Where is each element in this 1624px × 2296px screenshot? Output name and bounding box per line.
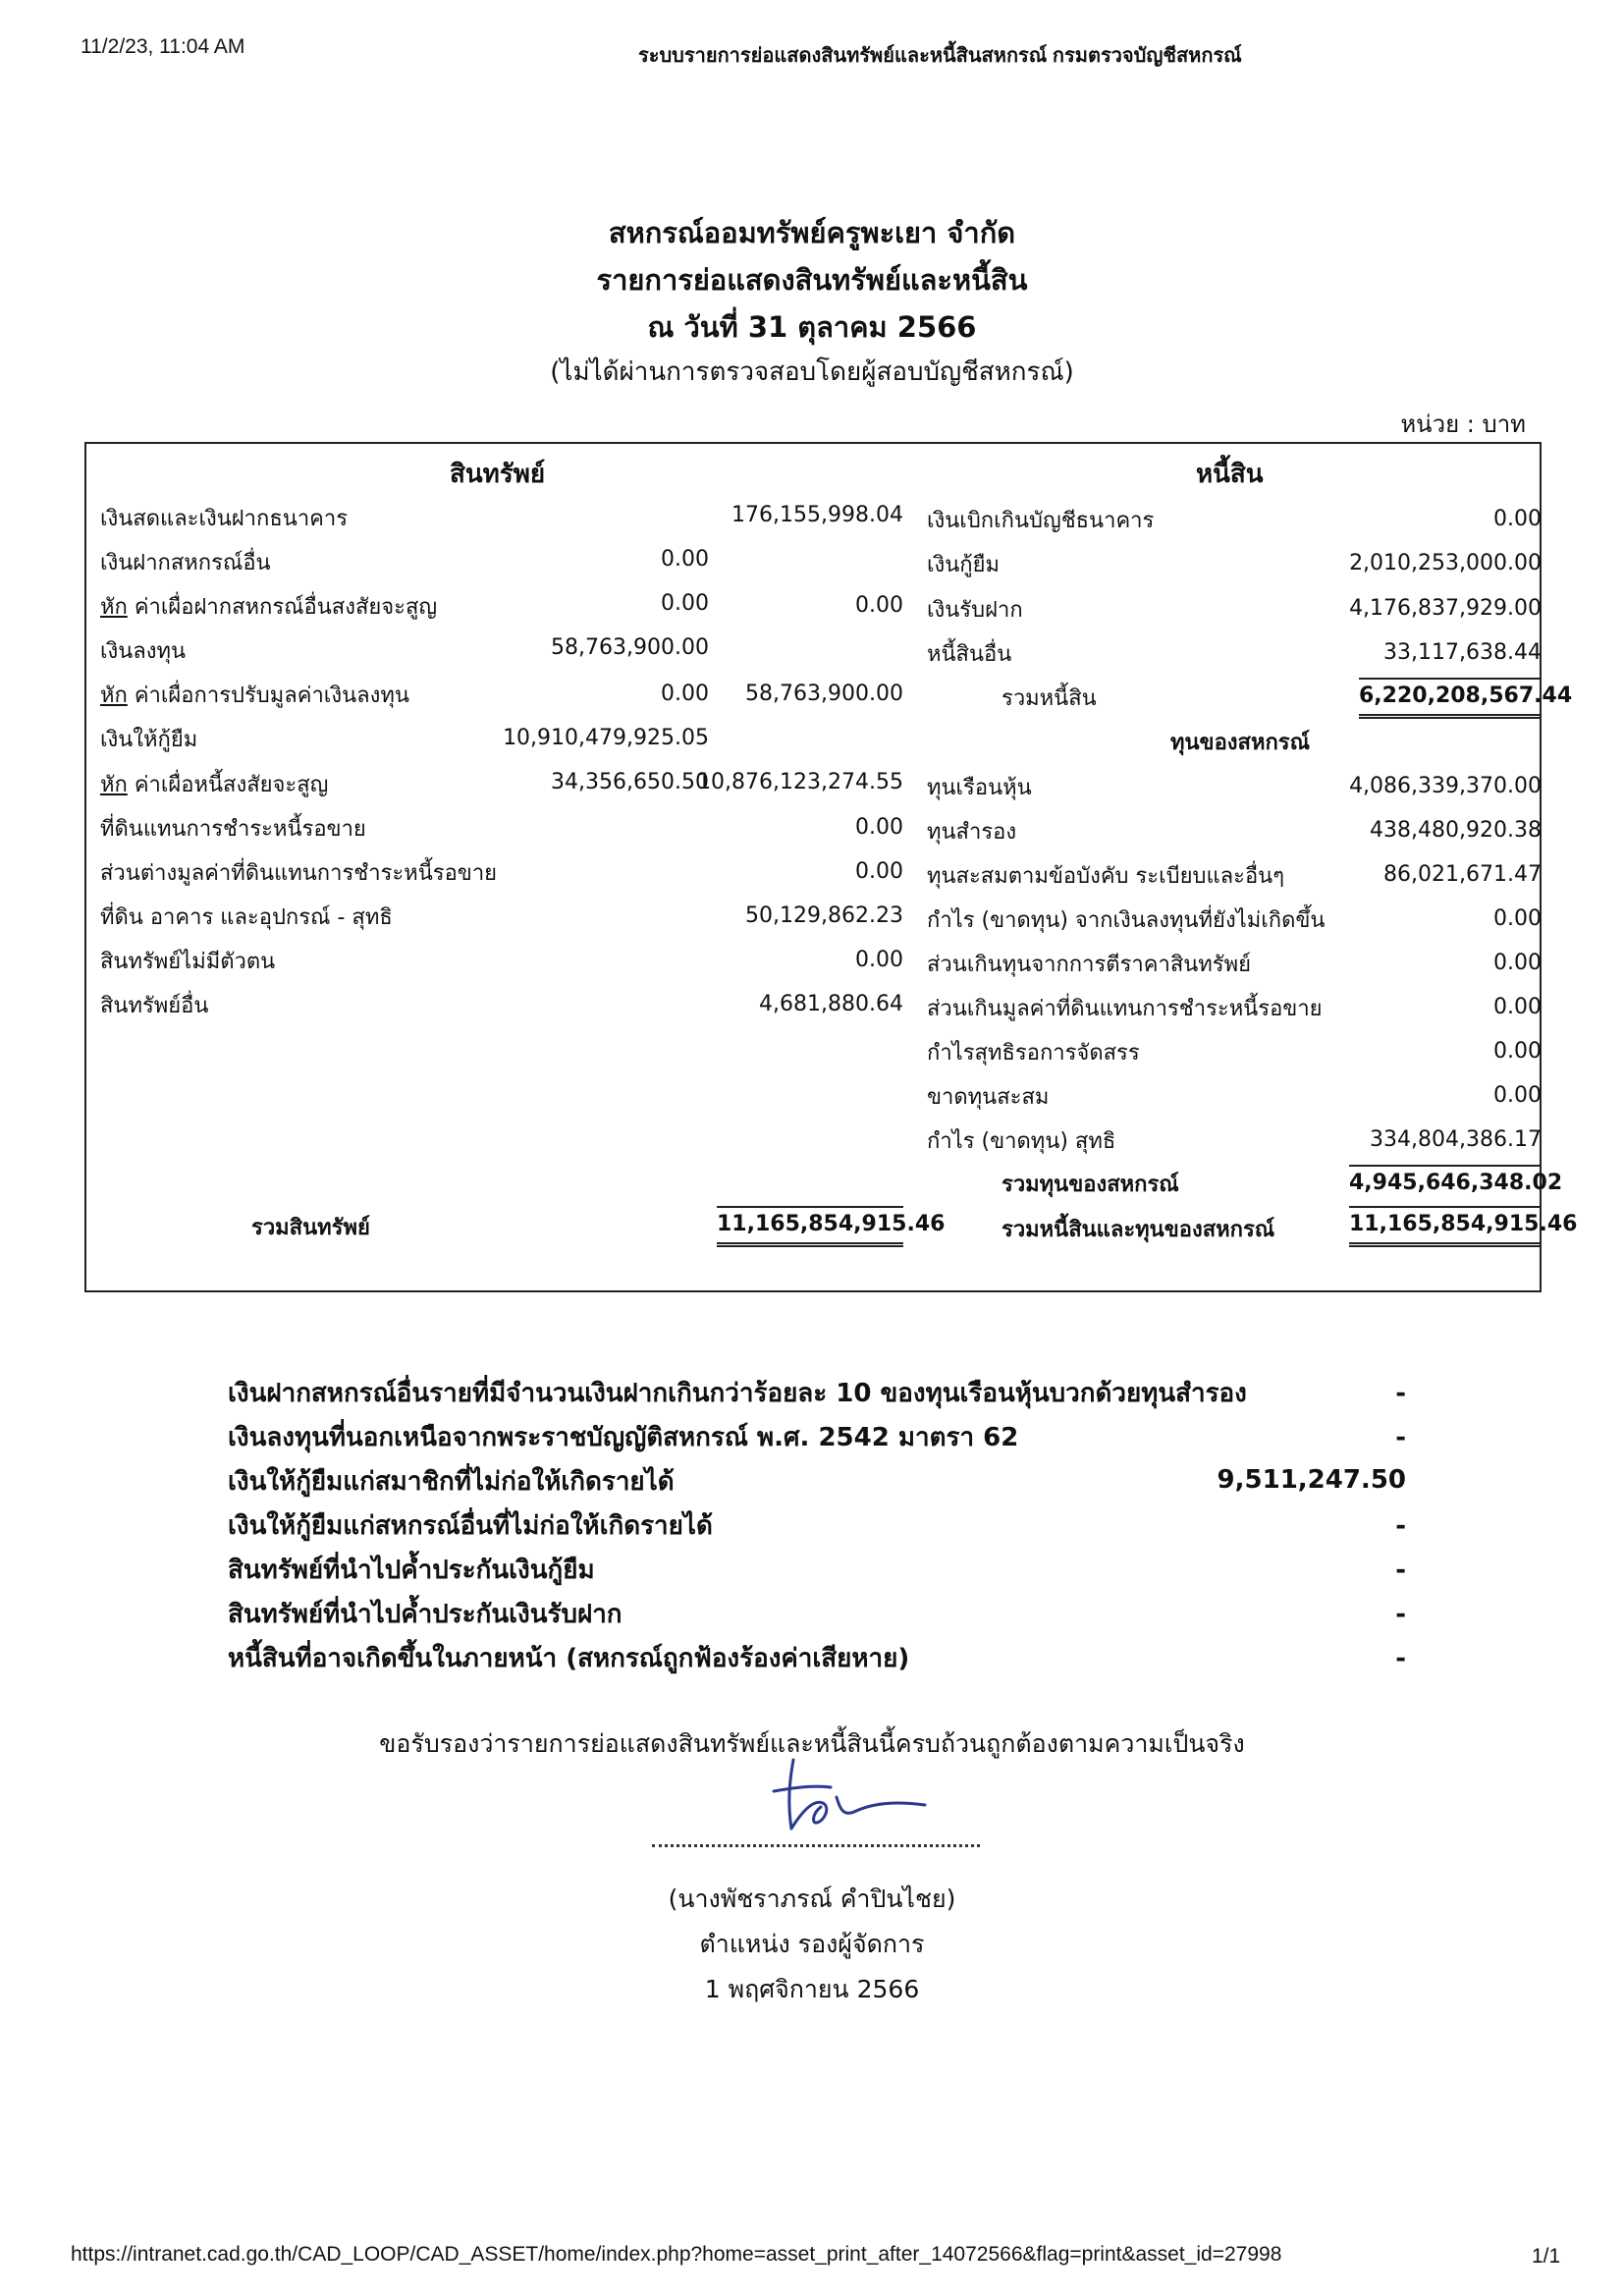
note-value: -: [1395, 1379, 1406, 1408]
total-equity-value: 4,945,646,348.02: [1349, 1165, 1542, 1199]
print-url: https://intranet.cad.go.th/CAD_LOOP/CAD_ASSET/home/index.php?home=asset_print_after_14072566&flag=print&asset_id=27998: [71, 2243, 1282, 2266]
print-datetime: 11/2/23, 11:04 AM: [81, 35, 245, 58]
asset-value: 0.00: [855, 859, 903, 884]
certification-statement: ขอรับรองว่ารายการย่อแสดงสินทรัพย์และหนี้สินนี้ครบถ้วนถูกต้องตามความเป็นจริง: [379, 1729, 1245, 1758]
less-prefix: หัก: [100, 773, 128, 797]
signature-line: [652, 1844, 980, 1847]
signature-icon: [766, 1748, 933, 1846]
liability-label: เงินเบิกเกินบัญชีธนาคาร: [927, 509, 1155, 533]
asset-label: หัก ค่าเผื่อหนี้สงสัยจะสูญ: [100, 773, 329, 797]
note-value: -: [1395, 1644, 1406, 1673]
page-number: 1/1: [1532, 2245, 1561, 2268]
asset-label: หัก ค่าเผื่อการปรับมูลค่าเงินลงทุน: [100, 683, 409, 708]
asset-label: เงินลงทุน: [100, 639, 187, 664]
equity-value: 86,021,671.47: [1383, 862, 1542, 887]
equity-label: ทุนเรือนหุ้น: [927, 776, 1032, 800]
note-label: สินทรัพย์ที่นำไปค้ำประกันเงินกู้ยืม: [228, 1556, 595, 1585]
total-assets-label: รวมสินทรัพย์: [251, 1216, 370, 1240]
unit-label: หน่วย : บาท: [1400, 410, 1526, 438]
liability-value: 2,010,253,000.00: [1349, 551, 1542, 575]
asset-value: 50,129,862.23: [745, 903, 903, 928]
equity-label: ทุนสะสมตามข้อบังคับ ระเบียบและอื่นๆ: [927, 864, 1285, 889]
total-equity-label: รวมทุนของสหกรณ์: [1001, 1173, 1179, 1197]
grand-total-label: รวมหนี้สินและทุนของสหกรณ์: [1001, 1218, 1275, 1242]
equity-label: ส่วนเกินทุนจากการตีราคาสินทรัพย์: [927, 953, 1251, 977]
assets-heading: สินทรัพย์: [450, 460, 546, 489]
note-value: -: [1395, 1511, 1406, 1541]
less-prefix: หัก: [100, 595, 128, 620]
equity-label: กำไรสุทธิรอการจัดสรร: [927, 1041, 1140, 1066]
note-value: -: [1395, 1556, 1406, 1585]
note-value: -: [1395, 1423, 1406, 1452]
signatory-name: (นางพัชราภรณ์ คำปินไชย): [668, 1885, 956, 1913]
asset-value: 58,763,900.00: [745, 682, 903, 706]
asset-value: 0.00: [855, 815, 903, 840]
signature-date: 1 พฤศจิกายน 2566: [704, 1975, 920, 2003]
equity-value: 0.00: [1493, 906, 1542, 931]
equity-label: ทุนสำรอง: [927, 820, 1017, 845]
equity-value: 438,480,920.38: [1370, 818, 1542, 843]
liability-label: เงินรับฝาก: [927, 598, 1023, 623]
equity-value: 0.00: [1493, 951, 1542, 975]
liability-label: หนี้สินอื่น: [927, 642, 1012, 667]
equity-value: 334,804,386.17: [1370, 1127, 1542, 1152]
note-label: เงินฝากสหกรณ์อื่นรายที่มีจำนวนเงินฝากเกินกว่าร้อยละ 10 ของทุนเรือนหุ้นบวกด้วยทุนสำรอง: [228, 1379, 1247, 1408]
liabilities-heading: หนี้สิน: [1196, 460, 1264, 489]
asset-value: 0.00: [855, 593, 903, 618]
asset-subvalue: 0.00: [661, 547, 709, 572]
total-liabilities-value: 6,220,208,567.44: [1359, 678, 1542, 719]
asset-subvalue: 0.00: [661, 682, 709, 706]
asset-label: ส่วนต่างมูลค่าที่ดินแทนการชำระหนี้รอขาย: [100, 861, 498, 886]
asset-label: เงินฝากสหกรณ์อื่น: [100, 551, 271, 575]
audit-note: (ไม่ได้ผ่านการตรวจสอบโดยผู้สอบบัญชีสหกรณ์): [550, 357, 1074, 387]
asset-value: 4,681,880.64: [759, 992, 903, 1016]
asset-subvalue: 0.00: [661, 591, 709, 616]
equity-value: 0.00: [1493, 995, 1542, 1019]
liability-label: เงินกู้ยืม: [927, 553, 1001, 577]
total-assets-value: 11,165,854,915.46: [717, 1206, 903, 1247]
asset-label: สินทรัพย์อื่น: [100, 994, 209, 1018]
note-value: 9,511,247.50: [1217, 1465, 1406, 1495]
total-liabilities-label: รวมหนี้สิน: [1001, 686, 1097, 711]
note-label: เงินให้กู้ยืมแก่สหกรณ์อื่นที่ไม่ก่อให้เกิดรายได้: [228, 1511, 713, 1541]
asset-value: 176,155,998.04: [731, 503, 903, 527]
asset-label: เงินสดและเงินฝากธนาคาร: [100, 507, 349, 531]
asset-subvalue: 58,763,900.00: [551, 635, 709, 660]
note-label: สินทรัพย์ที่นำไปค้ำประกันเงินรับฝาก: [228, 1600, 623, 1629]
equity-value: 4,086,339,370.00: [1349, 774, 1542, 798]
asset-label: ที่ดินแทนการชำระหนี้รอขาย: [100, 817, 366, 842]
liability-value: 33,117,638.44: [1383, 640, 1542, 665]
system-title: ระบบรายการย่อแสดงสินทรัพย์และหนี้สินสหกรณ์ กรมตรวจบัญชีสหกรณ์: [638, 45, 1242, 67]
note-label: เงินให้กู้ยืมแก่สมาชิกที่ไม่ก่อให้เกิดรายได้: [228, 1467, 675, 1497]
report-title: รายการย่อแสดงสินทรัพย์และหนี้สิน: [596, 263, 1028, 297]
liability-value: 0.00: [1493, 507, 1542, 531]
equity-label: กำไร (ขาดทุน) สุทธิ: [927, 1129, 1116, 1154]
asset-subvalue: 34,356,650.50: [551, 770, 709, 794]
note-label: เงินลงทุนที่นอกเหนือจากพระราชบัญญัติสหกรณ์ พ.ศ. 2542 มาตรา 62: [228, 1423, 1019, 1452]
note-label: หนี้สินที่อาจเกิดขึ้นในภายหน้า (สหกรณ์ถูกฟ้องร้องค่าเสียหาย): [228, 1644, 910, 1673]
asset-value: 0.00: [855, 948, 903, 972]
note-value: -: [1395, 1600, 1406, 1629]
asset-subvalue: 10,910,479,925.05: [503, 726, 709, 750]
report-date: ณ วันที่ 31 ตุลาคม 2566: [647, 310, 977, 344]
asset-label: หัก ค่าเผื่อฝากสหกรณ์อื่นสงสัยจะสูญ: [100, 595, 438, 620]
equity-label: ส่วนเกินมูลค่าที่ดินแทนการชำระหนี้รอขาย: [927, 997, 1323, 1021]
asset-label: สินทรัพย์ไม่มีตัวตน: [100, 950, 276, 974]
grand-total-value: 11,165,854,915.46: [1349, 1206, 1542, 1247]
equity-label: กำไร (ขาดทุน) จากเงินลงทุนที่ยังไม่เกิดขึ้น: [927, 908, 1326, 933]
asset-value: 10,876,123,274.55: [697, 770, 903, 794]
signatory-position: ตำแหน่ง รองผู้จัดการ: [699, 1930, 925, 1958]
org-name: สหกรณ์ออมทรัพย์ครูพะเยา จำกัด: [608, 216, 1016, 249]
less-prefix: หัก: [100, 683, 128, 708]
liability-value: 4,176,837,929.00: [1349, 596, 1542, 621]
equity-value: 0.00: [1493, 1083, 1542, 1108]
asset-label: ที่ดิน อาคาร และอุปกรณ์ - สุทธิ: [100, 905, 393, 930]
equity-heading: ทุนของสหกรณ์: [1170, 731, 1311, 755]
equity-value: 0.00: [1493, 1039, 1542, 1064]
equity-label: ขาดทุนสะสม: [927, 1085, 1050, 1110]
asset-label: เงินให้กู้ยืม: [100, 728, 198, 752]
